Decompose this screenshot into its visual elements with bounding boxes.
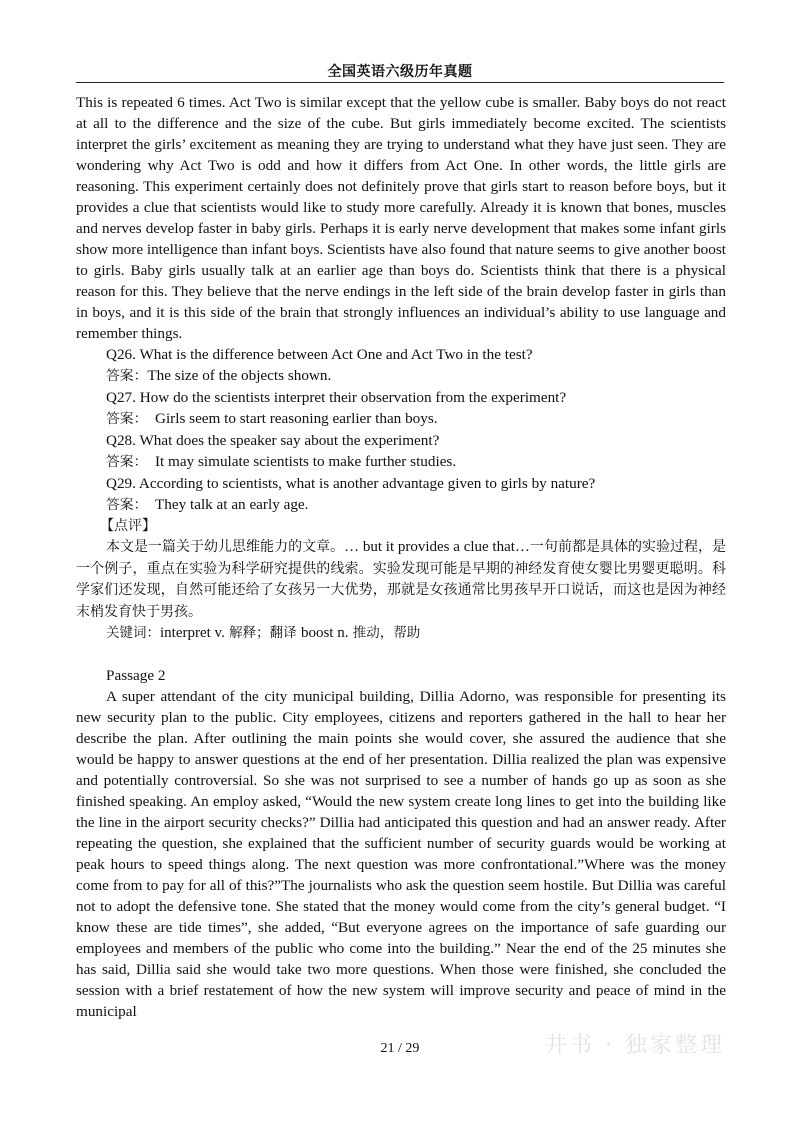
answer-29 bbox=[76, 494, 726, 516]
question-27: Q27. How do the scientists interpret their observation from the experiment? bbox=[106, 389, 567, 406]
passage1-text: This is repeated 6 times. Act Two is similar except that the yellow cube is smaller. Baby boys do not react at all to the difference and the size of the cube. But girls immediately become excited. The scientists interpret the girls’ excitement as meaning they are trying to understand what they have just seen. They are wondering why Act Two is odd and how it differs from Act One. In other words, the little girls are reasoning. This experiment certainly does not definitely prove that girls start to reason before boys, but it provides a clue that scientists would like to study more carefully. Already it is known that bones, muscles and nerves develop faster in baby girls. Perhaps it is early nerve development that makes some infant girls show more intelligence than infant boys. Scientists have also found that nature seems to give another boost to girls. Baby girls usually talk at an earlier age than boys do. Scientists think that there is a physical reason for this. They believe that the nerve endings in the left side of the brain develop faster in girls than in boys, and it is this side of the brain that strongly influences an individual’s ability to use language and remember things. bbox=[76, 94, 726, 342]
question-29: Q29. According to scientists, what is another advantage given to girls by nature? bbox=[106, 475, 596, 492]
answer-label: 答案： bbox=[106, 411, 148, 427]
review-quote: … but it provides a clue that… bbox=[344, 539, 530, 555]
review-heading: 【点评】 bbox=[100, 518, 156, 534]
answer-text: It may simulate scientists to make further studies. bbox=[154, 453, 457, 470]
answer-label: 答案： bbox=[106, 368, 148, 384]
document-body bbox=[76, 92, 726, 1022]
answer-26 bbox=[76, 365, 726, 387]
answer-27 bbox=[76, 408, 726, 430]
watermark: 井书 · 独家整理 bbox=[545, 1033, 725, 1058]
answer-28 bbox=[76, 451, 726, 473]
keywords-label: 关键词： bbox=[106, 625, 160, 641]
keyword-2-en: boost n. bbox=[300, 625, 349, 641]
page-header-title: 全国英语六级历年真题 bbox=[327, 64, 473, 80]
question-28: Q28. What does the speaker say about the experiment? bbox=[106, 432, 440, 449]
keywords-line bbox=[76, 623, 726, 644]
question-26: Q26. What is the difference between Act One and Act Two in the test? bbox=[106, 346, 533, 363]
review-text-after: 一句前都是具体的实验过程，是一个例子，重点在实验为科学研究提供的线索。实验发现可能是早期的神经发育使女婴比男婴更聪明。科学家们还发现，自然可能还给了女孩另一大优势，那就是女孩通常比男孩早开口说话，而这也是因为神经末梢发育快于男孩。 bbox=[76, 539, 726, 620]
passage2-text: A super attendant of the city municipal building, Dillia Adorno, was responsible for presenting its new security plan to the public. City employees, citizens and reporters gathered in the hall to hear her describe the plan. After outlining the main points she would cover, she assured the audience that she would be happy to answer questions at the end of her presentation. Dillia realized the plan was expensive and potentially controversial. So she was not surprised to see a number of hands go up as soon as she finished speaking. An employ asked, “Would the new system create long lines to get into the building like the line in the airport security checks?” Dillia had anticipated this question and had an answer ready. After repeating the question, she explained that the sufficient number of security guards would be working at peak hours to speed things along. The next question was more confrontational.”Where was the money come from to pay for all of this?”The journalists who ask the question seem hostile. But Dillia was careful not to adopt the defensive tone. She stated that the money would come from the city’s general budget. “I know these are tide times”, she added, “But everyone agrees on the importance of safe guarding our employees and members of the public who come into the building.” Near the end of the 25 minutes she has said, Dillia said she would take two more questions. When those were finished, she concluded the session with a brief restatement of how the new system will improve security and peace of mind in the municipal bbox=[76, 688, 726, 1020]
review-text-before: 本文是一篇关于幼儿思维能力的文章。 bbox=[106, 539, 345, 555]
keyword-2-zh: 推动，帮助 bbox=[352, 625, 421, 641]
answer-label: 答案： bbox=[106, 497, 148, 513]
answer-text: They talk at an early age. bbox=[154, 496, 309, 513]
answer-text: The size of the objects shown. bbox=[147, 367, 332, 384]
answer-label: 答案： bbox=[106, 454, 148, 470]
passage2-title: Passage 2 bbox=[106, 667, 166, 684]
answer-text: Girls seem to start reasoning earlier than boys. bbox=[154, 410, 438, 427]
page-number: 21 / 29 bbox=[380, 1041, 420, 1056]
keyword-1-zh: 解释；翻译 bbox=[229, 625, 297, 641]
header-rule bbox=[76, 82, 724, 83]
review-text bbox=[76, 537, 726, 623]
keyword-1-en: interpret v. bbox=[160, 625, 225, 641]
section-gap bbox=[76, 644, 726, 665]
